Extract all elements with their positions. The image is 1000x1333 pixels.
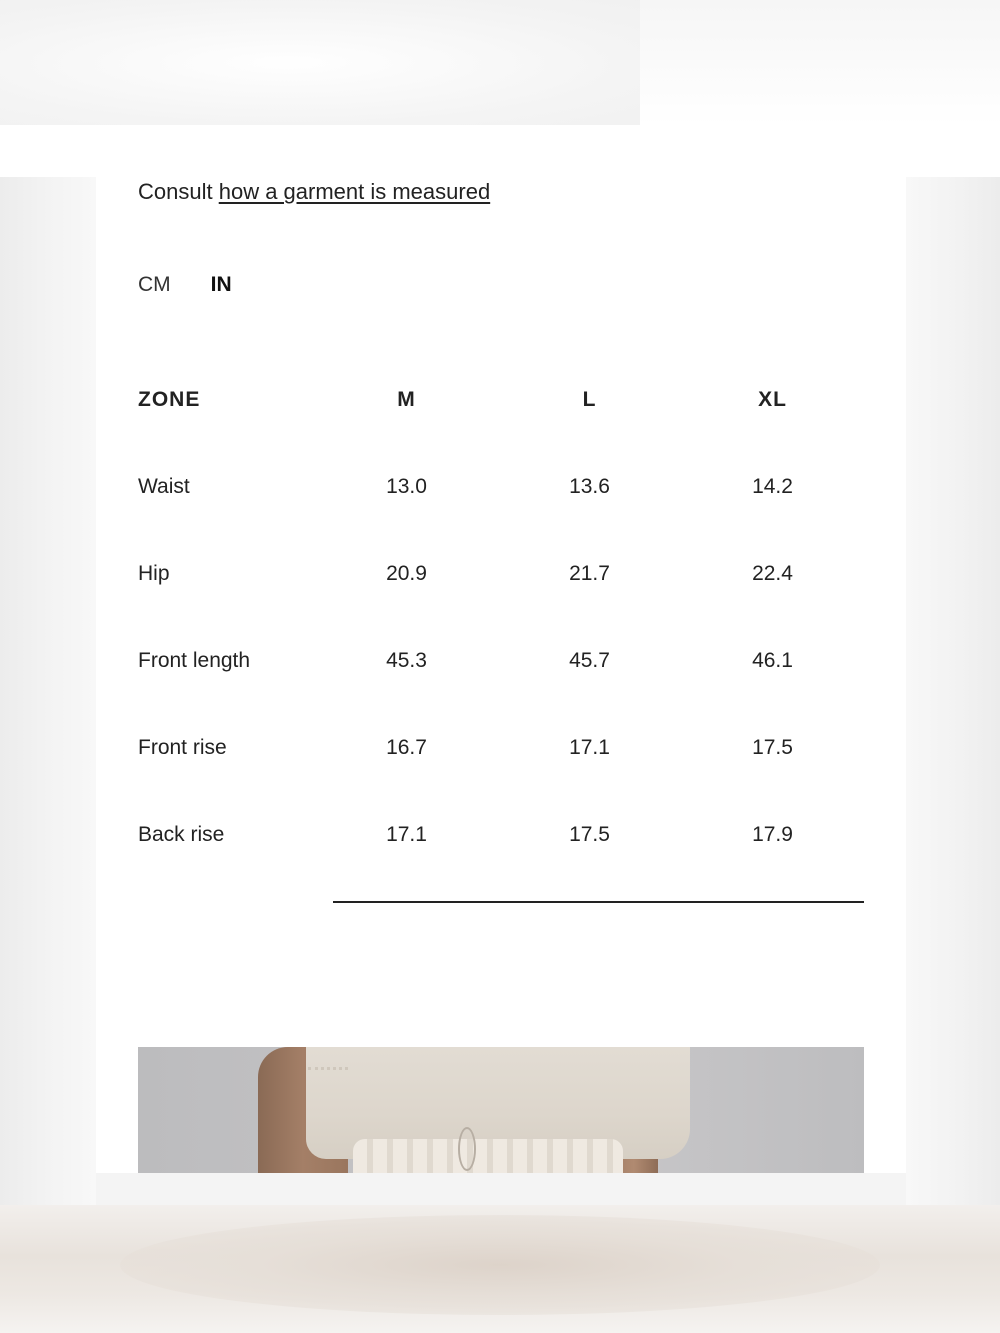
measurement-value: 17.1	[569, 735, 610, 759]
table-row	[138, 704, 864, 791]
product-image[interactable]	[138, 1047, 864, 1173]
measurement-value: 13.6	[569, 474, 610, 498]
zone-label: Waist	[138, 474, 190, 498]
table-divider	[333, 901, 864, 903]
measurement-value: 22.4	[752, 561, 793, 585]
unit-in-option[interactable]: IN	[210, 273, 232, 296]
consult-prefix: Consult	[138, 179, 213, 204]
background-right	[906, 177, 1000, 1205]
unit-toggle	[138, 271, 232, 299]
size-table	[138, 357, 864, 878]
table-header-row	[138, 357, 864, 443]
measurement-value: 45.7	[569, 648, 610, 672]
zone-label: Front rise	[138, 735, 227, 759]
measurement-value: 17.1	[386, 822, 427, 846]
table-row	[138, 617, 864, 704]
garment-drawstring	[458, 1127, 476, 1171]
measurement-value: 46.1	[752, 648, 793, 672]
garment-waistband	[353, 1139, 623, 1173]
measurement-value: 17.9	[752, 822, 793, 846]
background-top-glow	[0, 0, 640, 125]
unit-cm-option[interactable]: CM	[138, 273, 171, 296]
garment-ruffle	[308, 1047, 348, 1070]
measurement-value: 45.3	[386, 648, 427, 672]
header-zone: ZONE	[138, 388, 201, 411]
consult-line	[138, 177, 490, 207]
table-row	[138, 443, 864, 530]
zone-label: Back rise	[138, 822, 225, 846]
table-row	[138, 791, 864, 878]
zone-label: Hip	[138, 561, 170, 585]
zone-label: Front length	[138, 648, 251, 672]
header-size-l: L	[582, 388, 597, 411]
measurement-value: 20.9	[386, 561, 427, 585]
measurement-value: 16.7	[386, 735, 427, 759]
measurement-guide-link[interactable]: how a garment is measured	[218, 179, 491, 204]
header-size-m: M	[397, 388, 416, 411]
measurement-value: 14.2	[752, 474, 793, 498]
measurement-value: 17.5	[569, 822, 610, 846]
size-guide-panel	[96, 177, 906, 1173]
measurement-value: 13.0	[386, 474, 427, 498]
measurement-value: 17.5	[752, 735, 793, 759]
background-band	[0, 125, 1000, 177]
background-left	[0, 177, 96, 1205]
table-row	[138, 530, 864, 617]
header-size-xl: XL	[758, 388, 787, 411]
measurement-value: 21.7	[569, 561, 610, 585]
background-bottom-blur	[120, 1215, 880, 1315]
